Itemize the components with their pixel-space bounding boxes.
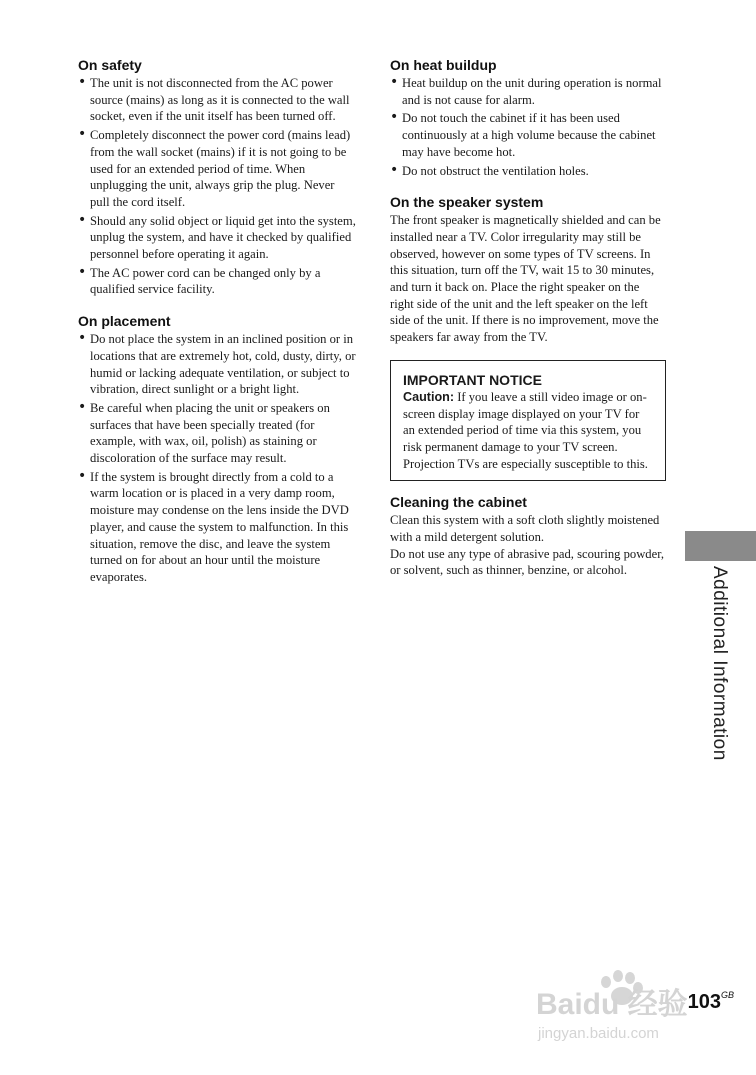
bullet-list <box>78 75 356 298</box>
page-number-suffix: GB <box>720 990 734 1000</box>
notice-body <box>403 389 653 473</box>
section-heading: Cleaning the cabinet <box>390 494 527 511</box>
right-column <box>390 56 666 593</box>
bullet-list <box>78 331 356 586</box>
bullet-list <box>390 75 666 179</box>
section-on-safety <box>78 56 356 298</box>
paragraph: Clean this system with a soft cloth slightly moistened with a mild detergent solution. <box>390 513 660 545</box>
left-column <box>78 56 356 600</box>
list-item: • Completely disconnect the power cord (mains lead) from the wall socket (mains) if it is not going to be used for an extended period of time. When unplugging the unit, always grip the plug. Never pull the cord itself. <box>78 127 356 211</box>
list-item: • The unit is not disconnected from the AC power source (mains) as long as it is connected to the wall socket, even if the unit itself has been turned off. <box>78 75 356 125</box>
page-number <box>688 990 734 1014</box>
caution-text: If you leave a still video image or on-screen display image displayed on your TV for an extended period of time via this system, you risk permanent damage to your TV screen. Projection TVs are especially susceptible to this. <box>403 389 648 471</box>
side-tab-label: Additional Information <box>709 566 730 761</box>
list-item: • Should any solid object or liquid get into the system, unplug the system, and have it checked by qualified personnel before operating it again. <box>78 213 356 263</box>
section-on-placement <box>78 312 356 586</box>
list-item: • Do not obstruct the ventilation holes. <box>390 163 666 180</box>
section-speaker-system <box>390 193 666 346</box>
section-heading: On placement <box>78 313 171 330</box>
important-notice-box <box>390 360 666 482</box>
list-item: • Do not touch the cabinet if it has been used continuously at a high volume because the cabinet may have become hot. <box>390 110 666 160</box>
list-item: • If the system is brought directly from a cold to a warm location or is placed in a very damp room, moisture may condense on the lens inside the DVD player, and cause the system to malfunction. In this situation, remove the disc, and leave the system turned on for about an hour until the moisture evaporates. <box>78 469 356 586</box>
section-heading: On the speaker system <box>390 194 544 211</box>
watermark-url: jingyan.baidu.com <box>538 1025 659 1042</box>
caution-label: Caution: <box>403 389 455 404</box>
paragraph: The front speaker is magnetically shielded and can be installed near a TV. Color irregularity may still be observed, however on some types of TV screens. In this situation, turn off the TV, wait 15 to 30 minutes, and turn it back on. Place the right speaker on the right side of the unit and the left speaker on the left side of the unit. If there is no improvement, move the speakers far away from the TV. <box>390 213 661 345</box>
section-cleaning-cabinet <box>390 493 666 579</box>
section-heading: On safety <box>78 57 142 73</box>
section-heading: On heat buildup <box>390 57 497 73</box>
paragraph: Do not use any type of abrasive pad, scouring powder, or solvent, such as thinner, benzine, or alcohol. <box>390 546 665 578</box>
side-tab-marker <box>685 531 756 561</box>
section-on-heat-buildup <box>390 56 666 179</box>
list-item: • The AC power cord can be changed only by a qualified service facility. <box>78 265 356 298</box>
notice-title: IMPORTANT NOTICE <box>403 371 542 388</box>
page-number-value: 103 <box>687 991 721 1013</box>
watermark-logo-text: Baidu 经验 <box>536 988 688 1021</box>
list-item: • Be careful when placing the unit or speakers on surfaces that have been specially treated (for example, with wax, oil, polish) as staining or discoloration of the surface may result. <box>78 400 356 467</box>
list-item: • Do not place the system in an inclined position or in locations that are extremely hot, cold, dusty, dirty, or humid or lacking adequate ventilation, or subject to vibration, direct sunlight or a bright light. <box>78 331 356 398</box>
list-item: • Heat buildup on the unit during operation is normal and is not cause for alarm. <box>390 75 666 108</box>
